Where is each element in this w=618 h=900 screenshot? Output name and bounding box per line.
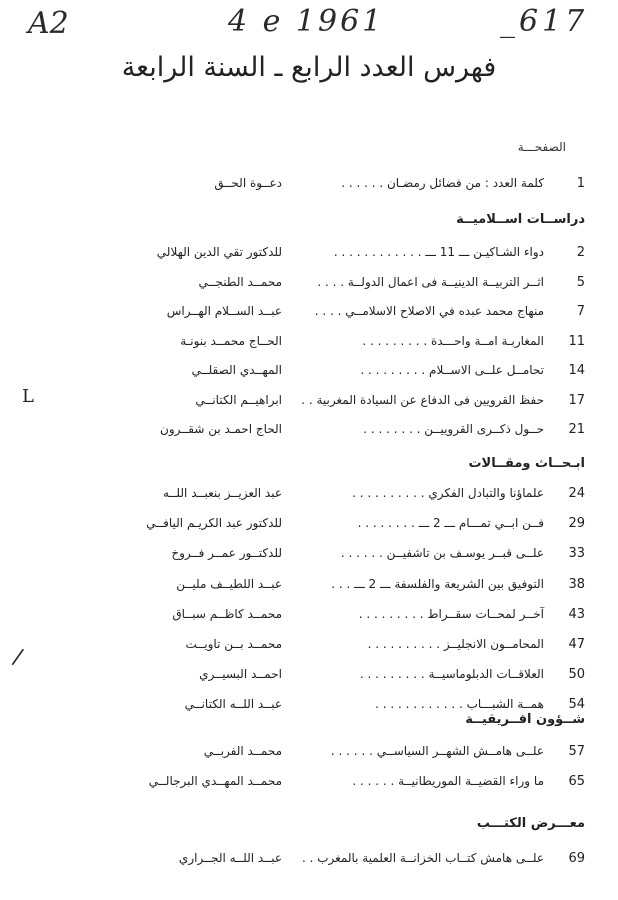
handwritten-number: _617 xyxy=(500,4,589,39)
page-number: 1 xyxy=(576,176,585,191)
page-number: 65 xyxy=(568,774,585,789)
article-title: العلاقــات الدبلوماسيــة . . . . . . . . . xyxy=(359,667,544,681)
author-name: عبــد اللــه الجــراري xyxy=(178,851,282,865)
author-name: محمــد الطنجــي xyxy=(198,275,282,289)
article-title: همــة الشبـــاب . . . . . . . . . . . . xyxy=(375,697,544,711)
toc-row xyxy=(0,176,618,196)
article-title: علــى هامــش الشهــر السياســي . . . . . . xyxy=(330,744,544,758)
article-title: علماؤنا والتبادل الفكري . . . . . . . . . . xyxy=(352,486,544,500)
handwritten-archive-code: A2 xyxy=(28,6,69,41)
page-number: 38 xyxy=(568,577,585,592)
toc-row xyxy=(0,546,618,566)
toc-row xyxy=(0,363,618,383)
page-number: 57 xyxy=(568,744,585,759)
author-name: عبــد اللــه الكتانــي xyxy=(184,697,282,711)
author-name: الحاج احمـد بن شقــرون xyxy=(160,422,282,436)
article-title: المغاربـة امــة واحـــدة . . . . . . . . . xyxy=(362,334,544,348)
page-number: 50 xyxy=(568,667,585,682)
article-title: دواء الشـاكيـن ـــ 11 ـــ . . . . . . . . . . . . xyxy=(333,245,544,259)
article-title: تحامــل علــى الاســلام . . . . . . . . . xyxy=(360,363,544,377)
margin-mark-page-17: L xyxy=(22,386,34,407)
toc-row xyxy=(0,667,618,687)
toc-row xyxy=(0,516,618,536)
page-number: 47 xyxy=(568,637,585,652)
author-name: محمــد بــن تاويــت xyxy=(185,637,282,651)
page-title: فهرس العدد الرابع ـ السنة الرابعة xyxy=(121,52,497,83)
article-title: فــن ابــي تمـــام ـــ 2 ـــ . . . . . . . . xyxy=(357,516,544,530)
margin-mark-page-50: / xyxy=(10,644,26,671)
author-name: للدكتور تقي الدين الهلالي xyxy=(156,245,282,259)
author-name: احمــد البسيــري xyxy=(199,667,282,681)
toc-row xyxy=(0,275,618,295)
page-number: 54 xyxy=(568,697,585,712)
toc-row xyxy=(0,393,618,413)
author-name: عبــد اللطيــف مليــن xyxy=(176,577,282,591)
article-title: علــى قبــر يوسـف بن تاشفيــن . . . . . . xyxy=(340,546,544,560)
page-number: 21 xyxy=(568,422,585,437)
article-title: التوفيق بين الشريعة والفلسفة ـــ 2 ـــ . . . xyxy=(331,577,544,591)
article-title: علــى هامش كتــاب الخزانــة العلمية بالمغرب . . xyxy=(301,851,544,865)
page-number: 29 xyxy=(568,516,585,531)
toc-row xyxy=(0,637,618,657)
section-heading: شــؤون افــريقيــة xyxy=(465,712,585,727)
toc-row xyxy=(0,304,618,324)
article-title: كلمة العدد : من فضائل رمضـان . . . . . . xyxy=(341,176,544,190)
page-number: 17 xyxy=(568,393,585,408)
toc-row xyxy=(0,334,618,354)
author-name: محمــد الفربــي xyxy=(203,744,282,758)
section-heading: معـــرض الكتـــب xyxy=(476,816,585,831)
author-name: محمــد كاظــم سبــاق xyxy=(172,607,282,621)
section-heading: ابـحــاث ومقــالات xyxy=(468,456,585,471)
article-title: آخــر لمحــات سقــراط . . . . . . . . . xyxy=(358,607,544,621)
page-number: 14 xyxy=(568,363,585,378)
page-number: 43 xyxy=(568,607,585,622)
author-name: للدكتور عبد الكريـم اليافــي xyxy=(146,516,282,530)
page-number: 33 xyxy=(568,546,585,561)
author-name: محمــد المهــدي البرجالــي xyxy=(148,774,282,788)
author-name: ابراهيــم الكتانــي xyxy=(195,393,282,407)
author-name: دعــوة الحــق xyxy=(214,176,282,190)
article-title: منهاج محمد عبده في الاصلاح الاسلامــي . . . . xyxy=(314,304,544,318)
page-number: 5 xyxy=(576,275,585,290)
toc-row xyxy=(0,744,618,764)
author-name: عبــد الســلام الهــراس xyxy=(166,304,282,318)
handwritten-date: 4 e 1961 xyxy=(228,4,385,39)
page-number: 7 xyxy=(576,304,585,319)
toc-row xyxy=(0,774,618,794)
page-number: 2 xyxy=(576,245,585,260)
toc-row xyxy=(0,607,618,627)
author-name: للدكتــور عمــر فــروخ xyxy=(171,546,282,560)
toc-row xyxy=(0,422,618,442)
page-number: 11 xyxy=(568,334,585,349)
author-name: الحــاج محمــد بنونـة xyxy=(180,334,282,348)
section-heading: دراســات اســلاميــة xyxy=(456,212,585,227)
page-number: 24 xyxy=(568,486,585,501)
toc-row xyxy=(0,851,618,871)
toc-row xyxy=(0,486,618,506)
article-title: المحامــون الانجليــز . . . . . . . . . . xyxy=(367,637,544,651)
toc-row xyxy=(0,245,618,265)
article-title: اثــر التربيــة الدينيــة فى اعمال الدولــة . . . . xyxy=(317,275,544,289)
author-name: المهــدي الصقلــي xyxy=(191,363,282,377)
toc-row xyxy=(0,577,618,597)
page-number: 69 xyxy=(568,851,585,866)
article-title: ما وراء القضيــة الموريطانيــة . . . . . . xyxy=(352,774,544,788)
article-title: حفظ القرويين فى الدفاع عن السيادة المغربية . . xyxy=(301,393,544,407)
author-name: عبد العزيــز بنعبــد اللــه xyxy=(162,486,282,500)
page-column-header: الصفحـــة xyxy=(517,140,566,154)
article-title: حــول ذكــرى القروييــن . . . . . . . . xyxy=(363,422,544,436)
